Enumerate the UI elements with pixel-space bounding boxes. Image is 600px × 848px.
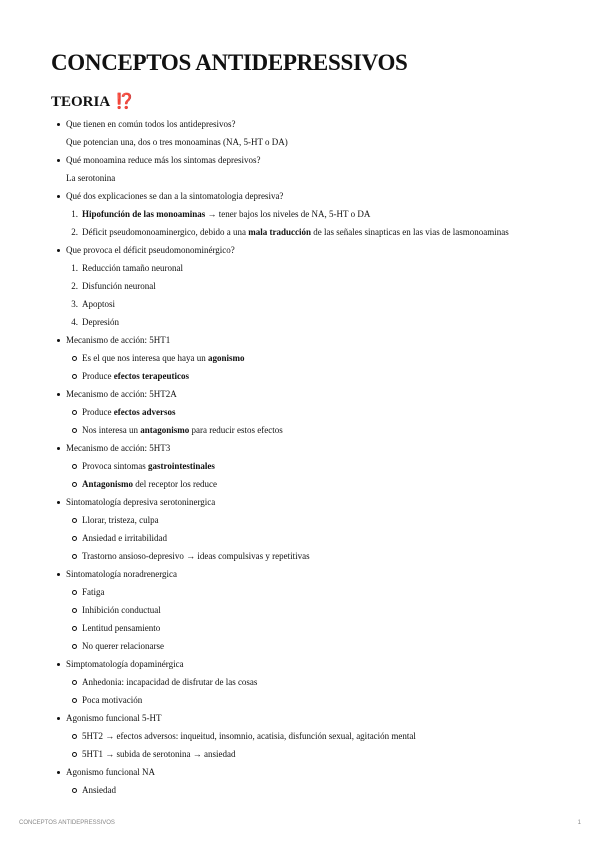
circle-bullet-icon [72,428,77,433]
circle-bullet-icon [72,518,77,523]
text-run: Produce [82,371,114,381]
list-item-text [66,331,170,349]
circle-bullet-icon [72,410,77,415]
list-number: 1. [71,209,78,219]
text-run: Anhedonia: incapacidad de disfrutar de las cosas [82,677,258,687]
list-item [0,385,600,403]
text-run: Que tienen en común todos los antidepresivos? [66,119,236,129]
list-number: 2. [71,227,78,237]
bold-text: gastrointestinales [148,461,215,471]
list-item [0,313,600,331]
text-run: Reducción tamaño neuronal [82,263,183,273]
list-item-text [66,151,260,169]
text-run: 5HT2 → efectos adversos: inqueitud, insomnio, acatisia, disfunción sexual, agitación mental [82,731,416,741]
text-run: Agonismo funcional 5-HT [66,713,162,723]
list-number: 2. [71,281,78,291]
list-item-text [66,187,283,205]
text-run: Qué dos explicaciones se dan a la sintomatologia depresiva? [66,191,284,201]
list-item-text [66,115,235,133]
list-item [0,601,600,619]
list-item-text [82,295,115,313]
list-item-text [82,745,235,763]
list-item-text [66,493,215,511]
bullet-icon [57,717,60,720]
circle-bullet-icon [72,554,77,559]
text-run: Mecanismo de acción: 5HT1 [66,335,171,345]
text-run: Ansiedad [82,785,116,795]
list-item [0,763,600,781]
list-item-text [66,655,184,673]
circle-bullet-icon [72,608,77,613]
circle-bullet-icon [72,482,77,487]
text-run: Déficit pseudomonoaminergico, debido a una [82,227,249,237]
list-item [0,295,600,313]
exclamation-question-icon: ⁉️ [115,92,134,110]
text-run: → tener bajos los niveles de NA, 5-HT o DA [205,209,371,219]
list-item [0,781,600,799]
circle-bullet-icon [72,356,77,361]
list-item [0,115,600,133]
list-item-text [82,727,416,745]
list-item [0,529,600,547]
list-item [0,331,600,349]
circle-bullet-icon [72,680,77,685]
list-number: 3. [71,299,78,309]
text-run: Fatiga [82,587,105,597]
bullet-icon [57,123,60,126]
list-item-text [82,619,160,637]
circle-bullet-icon [72,590,77,595]
bullet-icon [57,663,60,666]
list-item-text [82,277,156,295]
list-item [0,259,600,277]
list-item [0,367,600,385]
list-item [0,565,600,583]
bold-text: antagonismo [140,425,190,435]
bold-text: efectos adversos [113,407,176,417]
footer-title: CONCEPTOS ANTIDEPRESSIVOS [19,820,115,826]
list-item [0,223,600,241]
bullet-icon [57,573,60,576]
list-item-text [82,475,217,493]
list-item-text [82,205,370,223]
list-item-text [82,421,283,439]
text-run: Apoptosi [82,299,116,309]
text-run: Mecanismo de acción: 5HT3 [66,443,171,453]
list-item-text [82,601,161,619]
text-run: Depresión [82,317,119,327]
text-run: La serotonina [66,173,116,183]
text-run: Disfunción neuronal [82,281,156,291]
list-item [0,277,600,295]
text-run: de las señales sinapticas en las vias de lasmonoaminas [311,227,509,237]
circle-bullet-icon [72,464,77,469]
list-item [0,403,600,421]
bullet-icon [57,501,60,504]
list-item [0,691,600,709]
bullet-icon [57,339,60,342]
text-run: Es el que nos interesa que haya un [82,353,208,363]
list-item-text [82,457,215,475]
bold-text: Antagonismo [82,479,134,489]
list-item [0,727,600,745]
list-item [0,547,600,565]
list-item [0,439,600,457]
bullet-icon [57,195,60,198]
list-item-text [82,691,142,709]
list-item [0,187,600,205]
page-footer [19,820,581,826]
bold-text: Hipofunción de las monoaminas [82,209,206,219]
circle-bullet-icon [72,752,77,757]
section-label: TEORIA [51,94,110,110]
notes-list [0,115,600,799]
text-run: No querer relacionarse [82,641,164,651]
list-number: 1. [71,263,78,273]
text-run: Ansiedad e irritabilidad [82,533,167,543]
list-item-text [66,565,177,583]
bullet-icon [57,393,60,396]
bullet-icon [57,249,60,252]
text-run: Simptomatología dopaminérgica [66,659,184,669]
list-item [0,151,600,169]
circle-bullet-icon [72,536,77,541]
text-run: Poca motivación [82,695,143,705]
list-item-text [66,169,115,187]
list-item-text [66,133,288,151]
list-item [0,169,600,187]
list-item-text [82,529,167,547]
circle-bullet-icon [72,734,77,739]
bold-text: efectos terapeuticos [113,371,189,381]
text-run: Nos interesa un [82,425,141,435]
list-item [0,619,600,637]
text-run: Sintomatología depresiva serotoninergica [66,497,216,507]
list-item-text [82,259,183,277]
list-item-text [82,637,164,655]
text-run: Mecanismo de acción: 5HT2A [66,389,177,399]
list-item-text [82,583,105,601]
bullet-icon [57,447,60,450]
list-item [0,637,600,655]
text-run: Sintomatología noradrenergica [66,569,178,579]
list-item-text [66,439,170,457]
text-run: Provoca sintomas [82,461,148,471]
text-run: del receptor los reduce [133,479,217,489]
list-item-text [82,547,310,565]
circle-bullet-icon [72,626,77,631]
list-number: 4. [71,317,78,327]
text-run: Qué monoamina reduce más los sintomas depresivos? [66,155,261,165]
list-item-text [82,367,189,385]
circle-bullet-icon [72,374,77,379]
list-item-text [82,781,116,799]
list-item-text [82,313,119,331]
text-run: Que provoca el déficit pseudomonominérgico? [66,245,235,255]
bold-text: agonismo [207,353,245,363]
text-run: Que potencian una, dos o tres monoaminas (NA, 5-HT o DA) [66,137,288,147]
circle-bullet-icon [72,644,77,649]
list-item [0,133,600,151]
bullet-icon [57,159,60,162]
page-number: 1 [577,820,581,826]
text-run: para reducir estos efectos [189,425,283,435]
text-run: Inhibición conductual [82,605,161,615]
list-item [0,241,600,259]
list-item [0,205,600,223]
list-item-text [66,385,177,403]
list-item [0,475,600,493]
list-item [0,511,600,529]
list-item [0,457,600,475]
list-item-text [82,349,244,367]
list-item [0,583,600,601]
bold-text: mala traducción [248,227,312,237]
list-item [0,655,600,673]
list-item [0,709,600,727]
list-item-text [82,223,509,241]
list-item [0,349,600,367]
bullet-icon [57,771,60,774]
section-heading [51,92,134,111]
text-run: Llorar, tristeza, culpa [82,515,159,525]
page-title: CONCEPTOS ANTIDEPRESSIVOS [51,50,408,75]
list-item-text [82,511,159,529]
list-item-text [66,241,235,259]
circle-bullet-icon [72,788,77,793]
text-run: Produce [82,407,114,417]
text-run: Lentitud pensamiento [82,623,161,633]
text-run: Agonismo funcional NA [66,767,155,777]
list-item [0,673,600,691]
list-item [0,745,600,763]
list-item-text [66,709,161,727]
list-item-text [66,763,155,781]
list-item-text [82,403,175,421]
list-item-text [82,673,257,691]
list-item [0,421,600,439]
text-run: 5HT1 → subida de serotonina → ansiedad [82,749,236,759]
text-run: Trastorno ansioso-depresivo → ideas compulsivas y repetitivas [82,551,310,561]
circle-bullet-icon [72,698,77,703]
list-item [0,493,600,511]
